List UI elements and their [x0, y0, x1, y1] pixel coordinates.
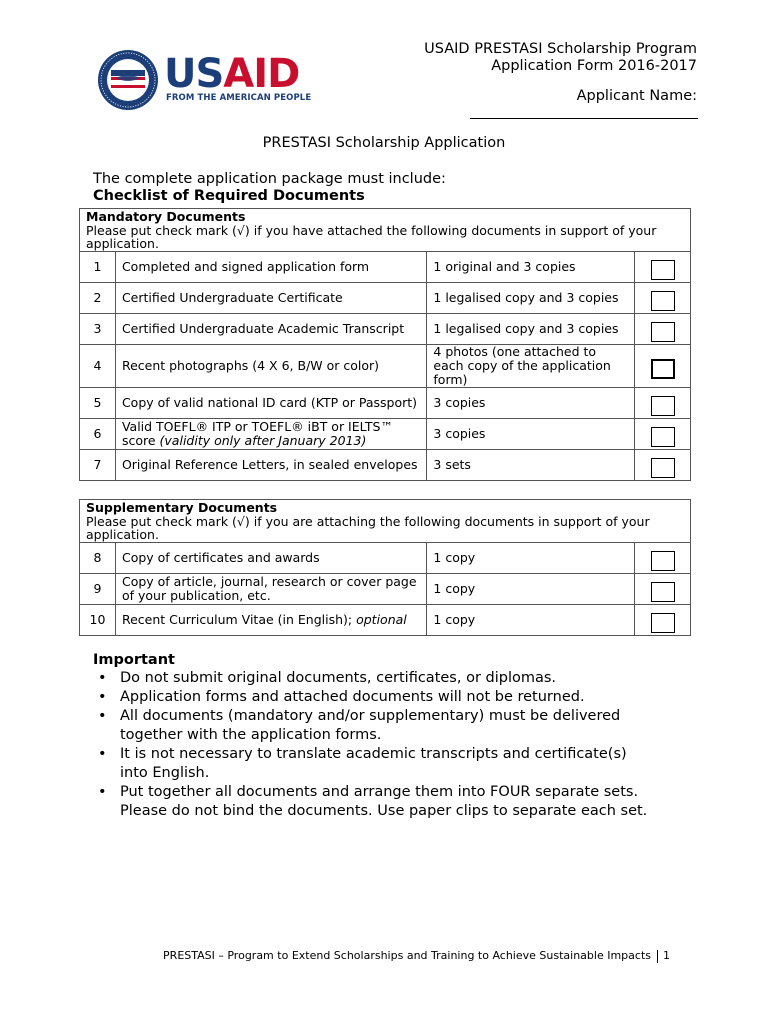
row-number: 8	[80, 543, 116, 574]
page-footer	[163, 949, 670, 963]
important-list	[96, 669, 656, 821]
document-name: Original Reference Letters, in sealed envelopes	[115, 450, 426, 481]
page-number: 1	[663, 949, 670, 962]
row-number: 6	[80, 419, 116, 450]
table-row	[80, 574, 691, 605]
document-name: Certified Undergraduate Academic Transcript	[115, 314, 426, 345]
important-title: Important	[93, 652, 175, 668]
list-item: • It is not necessary to translate academic transcripts and certificate(s) into English.	[96, 745, 656, 783]
applicant-name-label: Applicant Name:	[576, 88, 697, 104]
document-name: Copy of certificates and awards	[115, 543, 426, 574]
document-quantity: 4 photos (one attached to each copy of the application form)	[427, 345, 635, 388]
supplementary-title: Supplementary Documents	[86, 500, 278, 516]
footer-text: PRESTASI – Program to Extend Scholarships and Training to Achieve Sustainable Impacts	[163, 949, 651, 962]
document-quantity: 1 copy	[427, 543, 635, 574]
document-name: Copy of article, journal, research or cover page of your publication, etc.	[115, 574, 426, 605]
row-number: 1	[80, 252, 116, 283]
document-note: optional	[356, 612, 407, 627]
checkbox[interactable]	[651, 551, 675, 571]
mandatory-header	[80, 209, 691, 252]
table-row	[80, 450, 691, 481]
document-name: Completed and signed application form	[115, 252, 426, 283]
checklist-title: Checklist of Required Documents	[93, 188, 365, 204]
usaid-seal-icon	[96, 48, 160, 112]
row-number: 7	[80, 450, 116, 481]
list-item: • All documents (mandatory and/or supplementary) must be delivered together with the application forms.	[96, 707, 656, 745]
checkbox[interactable]	[651, 322, 675, 342]
mandatory-title: Mandatory Documents	[86, 209, 246, 225]
document-name-text: Valid TOEFL® ITP or TOEFL® iBT or IELTS™ score	[121, 419, 393, 448]
checkbox[interactable]	[651, 291, 675, 311]
usaid-logo	[96, 48, 312, 114]
supplementary-header	[80, 500, 691, 543]
document-quantity: 1 legalised copy and 3 copies	[427, 283, 635, 314]
usaid-wordmark: USAID	[164, 51, 300, 97]
table-row	[80, 314, 691, 345]
document-quantity: 3 copies	[427, 419, 635, 450]
checkbox[interactable]	[651, 427, 675, 447]
header-block	[424, 41, 697, 75]
row-number: 10	[80, 605, 116, 636]
applicant-name-field[interactable]	[470, 103, 698, 119]
program-title: USAID PRESTASI Scholarship Program	[424, 41, 697, 57]
checkbox[interactable]	[651, 359, 675, 379]
form-title: Application Form 2016-2017	[491, 58, 697, 74]
table-row	[80, 283, 691, 314]
checkbox[interactable]	[651, 458, 675, 478]
checkbox[interactable]	[651, 260, 675, 280]
table-row	[80, 252, 691, 283]
checkbox[interactable]	[651, 396, 675, 416]
row-number: 2	[80, 283, 116, 314]
supplementary-instruction: Please put check mark (√) if you are attaching the following documents in support of your application.	[86, 513, 650, 543]
document-quantity: 3 sets	[427, 450, 635, 481]
list-item: • Application forms and attached documents will not be returned.	[96, 688, 656, 707]
document-quantity: 1 copy	[427, 605, 635, 636]
document-name	[115, 605, 426, 636]
mandatory-instruction: Please put check mark (√) if you have attached the following documents in support of your application.	[86, 222, 657, 252]
row-number: 5	[80, 388, 116, 419]
checkbox[interactable]	[651, 582, 675, 602]
table-row	[80, 345, 691, 388]
table-row	[80, 388, 691, 419]
table-row	[80, 419, 691, 450]
row-number: 9	[80, 574, 116, 605]
document-name: Copy of valid national ID card (KTP or Passport)	[115, 388, 426, 419]
intro-text: The complete application package must include:	[93, 171, 446, 187]
table-row	[80, 605, 691, 636]
mandatory-documents-table	[79, 208, 691, 481]
document-name	[115, 419, 426, 450]
document-name: Certified Undergraduate Certificate	[115, 283, 426, 314]
supplementary-documents-table	[79, 499, 691, 636]
list-item: • Do not submit original documents, certificates, or diplomas.	[96, 669, 656, 688]
row-number: 3	[80, 314, 116, 345]
table-row	[80, 543, 691, 574]
document-quantity: 1 copy	[427, 574, 635, 605]
document-name-text: Recent Curriculum Vitae (in English);	[121, 612, 353, 627]
row-number: 4	[80, 345, 116, 388]
document-quantity: 3 copies	[427, 388, 635, 419]
document-note: (validity only after January 2013)	[159, 433, 367, 448]
list-item: • Put together all documents and arrange them into FOUR separate sets. Please do not bind the documents. Use paper clips to separate each set.	[96, 783, 656, 821]
document-name: Recent photographs (4 X 6, B/W or color)	[115, 345, 426, 388]
checkbox[interactable]	[651, 613, 675, 633]
page-title: PRESTASI Scholarship Application	[262, 135, 506, 151]
document-quantity: 1 original and 3 copies	[427, 252, 635, 283]
footer-divider	[657, 950, 658, 963]
document-quantity: 1 legalised copy and 3 copies	[427, 314, 635, 345]
logo-tagline: FROM THE AMERICAN PEOPLE	[166, 93, 312, 103]
